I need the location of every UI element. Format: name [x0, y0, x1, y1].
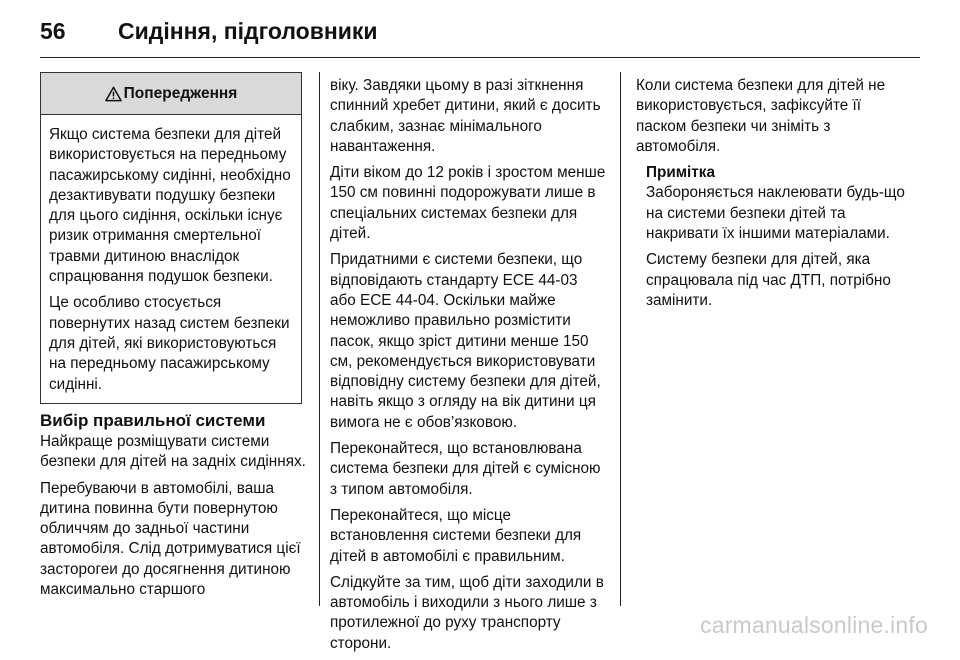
- body-paragraph: Перебуваючи в автомобілі, ваша дитина повинна бути повернутою обличчям до задньої частини автомобіля. Слід дотримуватися цієї засторогеи до досягнення дитиною максимально старшого: [40, 479, 301, 599]
- body-paragraph: Коли система безпеки для дітей не використовується, зафіксуйте її паском безпеки чи зніміть з автомобіля.: [636, 77, 886, 155]
- warning-title: Попередження: [123, 84, 238, 102]
- page-title: Сидіння, підголовники: [118, 17, 378, 44]
- warning-header: [41, 73, 301, 115]
- column-right: [636, 76, 911, 317]
- note-title: Примітка: [646, 164, 715, 182]
- warning-paragraph: Якщо система безпеки для дітей використовується на передньому пасажирському сидінні, необхідно дезактивувати подушку безпеки для цього сидіння, оскільки існує ризик отримання смертельної травми дитиною внаслідок спрацювання подушок безпеки.: [49, 126, 291, 286]
- watermark: carmanualsonline.info: [700, 612, 928, 638]
- header-rule: [40, 57, 920, 58]
- body-paragraph: Найкраще розміщувати системи безпеки для дітей на задніх сидіннях.: [40, 433, 306, 471]
- note-block: [646, 163, 911, 311]
- page-header: [40, 14, 920, 48]
- body-paragraph: Переконайтеся, що місце встановлення системи безпеки для дітей в автомобілі є правильним.: [330, 506, 582, 565]
- body-paragraph: Діти віком до 12 років і зростом менше 150 см повинні подорожувати лише в спеціальних системах безпеки для дітей.: [330, 164, 606, 243]
- body-paragraph: Переконайтеся, що встановлювана система безпеки для дітей є сумісною з типом автомобіля.: [330, 440, 601, 498]
- section-heading: Вибір правильної системи: [40, 411, 266, 430]
- warning-body: [41, 115, 301, 403]
- warning-triangle-icon: [105, 86, 122, 102]
- column-divider-right: [620, 72, 621, 606]
- note-paragraph: Забороняється наклеювати будь-що на системи безпеки дітей та накривати їх іншими матеріалами.: [646, 184, 905, 243]
- body-paragraph: Придатними є системи безпеки, що відповідають стандарту ЕСЕ 44-03 або ЕСЕ 44-04. Оскільки майже неможливо правильно розмістити пасок, якщо зріст дитини менше 150 см, рекомендується використовувати відповідну систему безпеки для дітей, навіть якщо з огляду на вік дитини ця вимога не є обов’язковою.: [330, 251, 601, 431]
- note-paragraph: Систему безпеки для дітей, яка спрацювала під час ДТП, потрібно замінити.: [646, 251, 891, 309]
- page-number: 56: [40, 17, 66, 44]
- column-left-lower: [40, 410, 308, 606]
- body-paragraph: Слідкуйте за тим, щоб діти заходили в автомобіль і виходили з нього лише з протилежної до руху транспорту сторони.: [330, 573, 604, 652]
- column-divider-left: [319, 72, 320, 606]
- warning-box: [40, 72, 302, 404]
- warning-paragraph: Це особливо стосується повернутих назад систем безпеки для дітей, які використовуються на передньому пасажирському сидінні.: [49, 294, 290, 393]
- column-middle: [330, 76, 606, 660]
- body-paragraph: віку. Завдяки цьому в разі зіткнення спинний хребет дитини, який є досить слабким, зазнає мінімального навантаження.: [330, 77, 601, 155]
